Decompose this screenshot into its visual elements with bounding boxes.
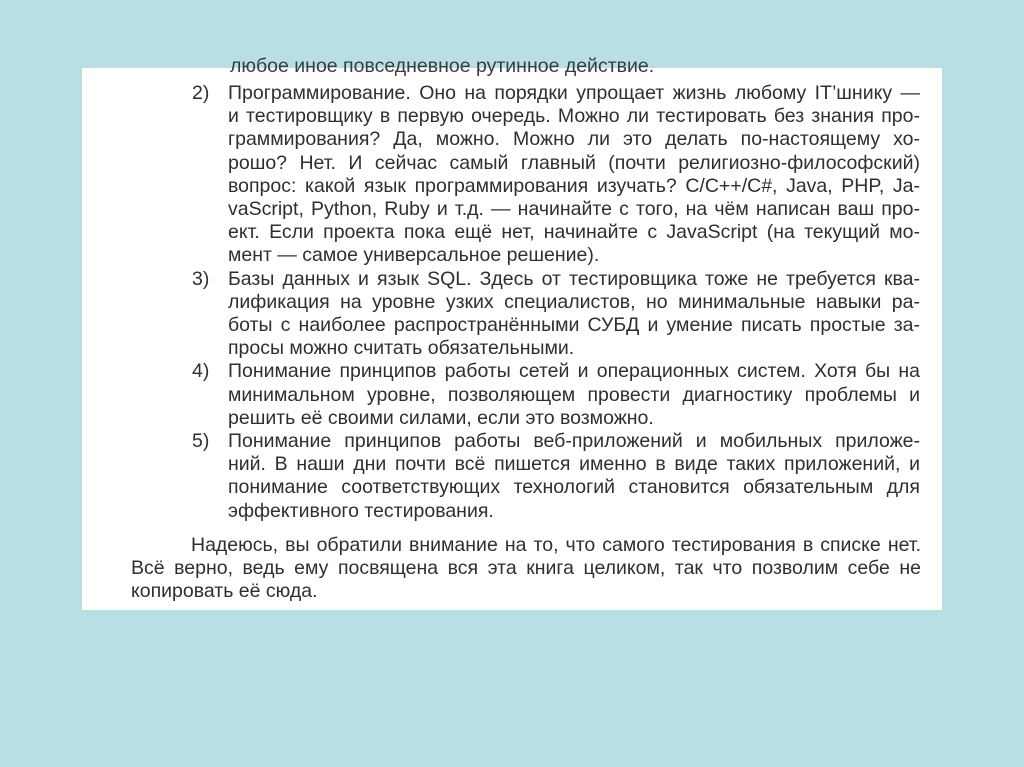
- text-line: мент — самое универсальное решение).: [228, 244, 600, 267]
- text-line: граммирования? Да, можно. Можно ли это делать по-настоящему хо-: [228, 128, 920, 151]
- list-item-number: 2): [192, 82, 210, 104]
- list-item-2: [192, 82, 920, 268]
- cut-off-top-line: любое иное повседневное рутинное действие.: [230, 55, 655, 77]
- text-line: минимальном уровне, позволяющем провести диагностику проблемы и: [228, 383, 920, 406]
- text-line: Понимание принципов работы сетей и операционных систем. Хотя бы на: [228, 360, 920, 383]
- text-line: ект. Если проекта пока ещё нет, начинайте с JavaScript (на текущий мо-: [228, 221, 920, 244]
- text-line: понимание соответствующих технологий становится обязательным для: [228, 476, 920, 499]
- list-item-number: 4): [192, 360, 210, 383]
- list-item-number: 3): [192, 267, 210, 290]
- text-line: копировать её сюда.: [131, 580, 318, 603]
- text-line: Надеюсь, вы обратили внимание на то, что самого тестирования в списке нет.: [191, 534, 921, 556]
- list-item-4: [192, 360, 920, 430]
- text-line: боты с наиболее распространёнными СУБД и умение писать простые за-: [228, 314, 920, 337]
- text-line: ний. В наши дни почти всё пишется именно в виде таких приложений, и: [228, 453, 920, 476]
- text-line: Базы данных и язык SQL. Здесь от тестировщика тоже не требуется ква-: [228, 267, 920, 290]
- text-line: и тестировщику в первую очередь. Можно ли тестировать без знания про-: [228, 105, 920, 128]
- text-line: рошо? Нет. И сейчас самый главный (почти религиозно-философский): [228, 151, 920, 174]
- text-line: Программирование. Оно на порядки упрощает жизнь любому IT’шнику —: [228, 82, 920, 104]
- text-line: vaScript, Python, Ruby и т.д. — начинайте с того, на чём написан ваш про-: [228, 198, 920, 221]
- text-line: вопрос: какой язык программирования изучать? C/C++/C#, Java, PHP, Ja-: [228, 174, 920, 197]
- text-line: Понимание принципов работы веб-приложений и мобильных приложе-: [228, 430, 920, 453]
- text-line: Всё верно, ведь ему посвящена вся эта книга целиком, так что позволим себе не: [131, 557, 921, 580]
- text-line: лификация на уровне узких специалистов, но минимальные навыки ра-: [228, 290, 920, 313]
- closing-paragraph: [131, 534, 921, 604]
- text-line: просы можно считать обязательными.: [228, 337, 575, 360]
- numbered-list: [192, 82, 920, 523]
- text-line: эффективного тестирования.: [228, 499, 494, 522]
- list-item-5: [192, 430, 920, 523]
- text-line: решить её своими силами, если это возможно.: [228, 406, 654, 429]
- list-item-number: 5): [192, 430, 210, 453]
- list-item-3: [192, 268, 920, 361]
- book-page-scan: [82, 55, 942, 610]
